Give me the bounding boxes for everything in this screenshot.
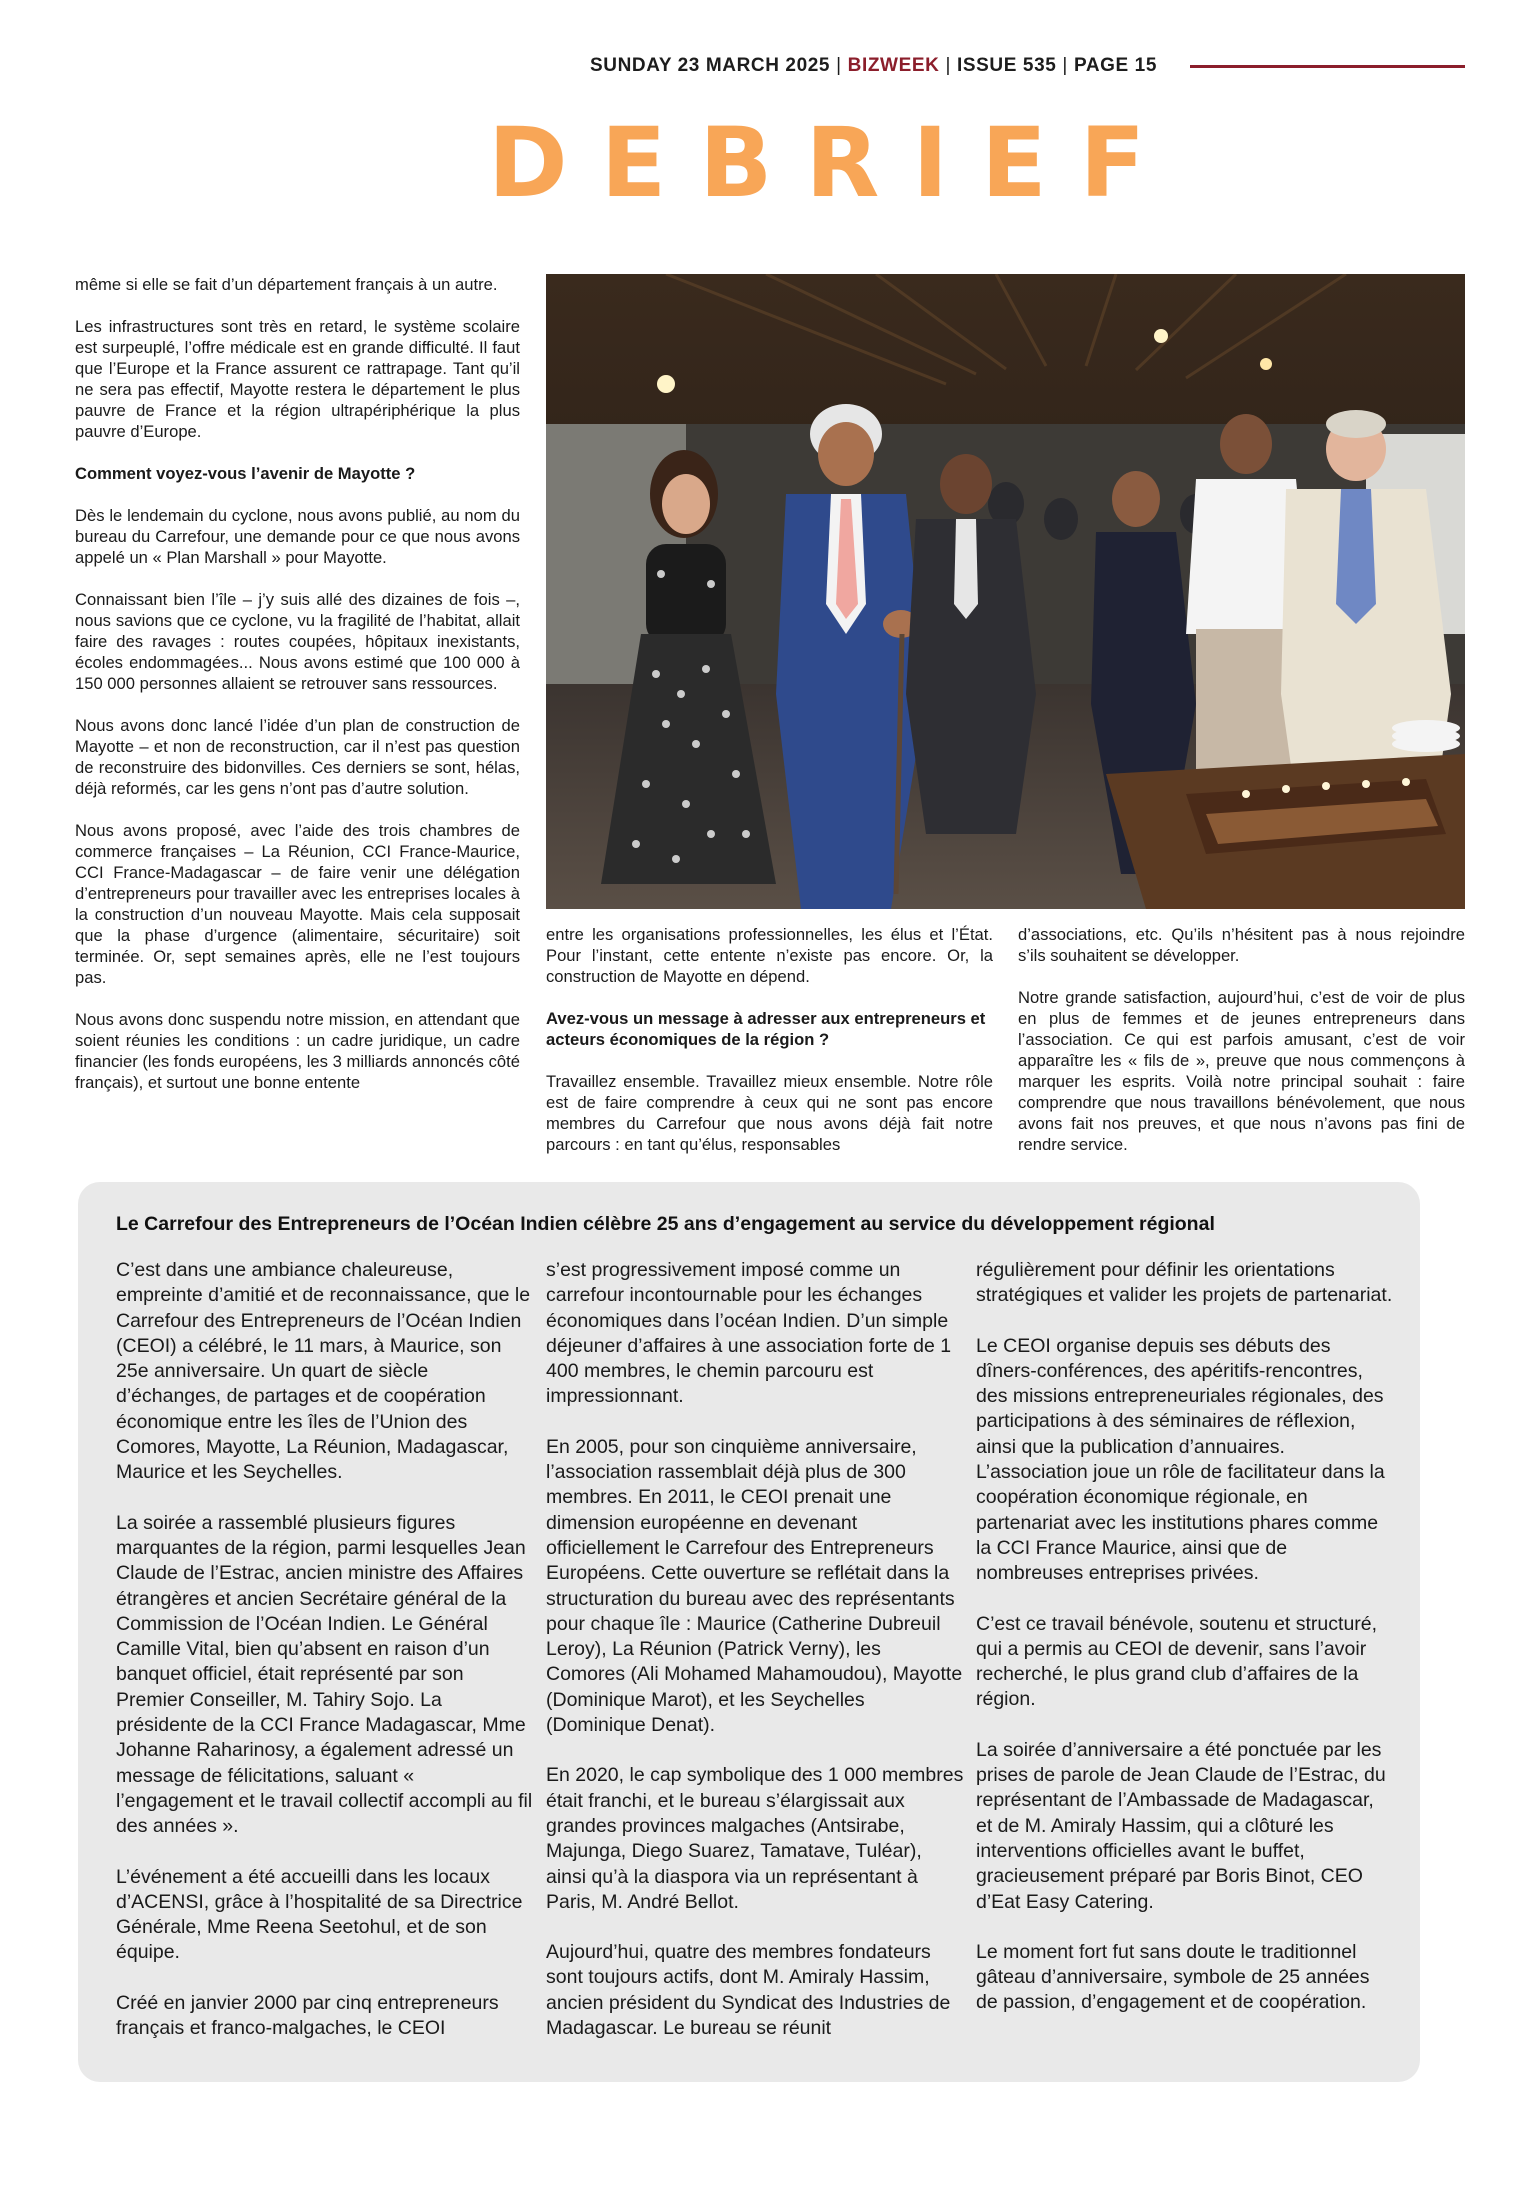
issue-date: SUNDAY 23 MARCH 2025 [590, 55, 831, 76]
sidebar-column-1 [116, 1258, 534, 2066]
section-title: DEBRIEF [488, 107, 1179, 219]
paragraph: Dès le lendemain du cyclone, nous avons publié, au nom du bureau du Carrefour, une demande pour ce que nous avons appelé un « Plan Marshall » pour Mayotte. [75, 506, 520, 567]
paragraph: Aujourd’hui, quatre des membres fondateurs sont toujours actifs, dont M. Amiraly Hassim, ancien président du Syndicat des Industries de Madagascar. Le bureau se réunit [546, 1941, 951, 2040]
interview-question: Comment voyez-vous l’avenir de Mayotte ? [75, 464, 416, 483]
sidebar-title: Le Carrefour des Entrepreneurs de l’Océan Indien célèbre 25 ans d’engagement au service du développement régional [116, 1213, 1215, 1235]
paragraph: d’associations, etc. Qu’ils n’hésitent pas à nous rejoindre s’ils souhaitent se développer. [1018, 925, 1465, 965]
paragraph: Nous avons proposé, avec l’aide des trois chambres de commerce françaises – La Réunion, CCI France-Maurice, CCI France-Madagascar – de faire venir une délégation d’entrepreneurs pour travailler avec les entreprises locales à la construction d’un nouveau Mayotte. Mais cela supposait que la phase d’urgence (alimentaire, sécuritaire) soit terminée. Or, sept semaines après, elle ne l’est toujours pas. [75, 821, 520, 987]
paragraph: L’événement a été accueilli dans les locaux d’ACENSI, grâce à l’hospitalité de sa Directrice Générale, Mme Reena Seetohul, et de son équipe. [116, 1865, 523, 1964]
sidebar-column-2 [546, 1258, 964, 2066]
issue-number: ISSUE 535 [957, 55, 1057, 76]
paragraph: C’est dans une ambiance chaleureuse, empreinte d’amitié et de reconnaissance, que le Carrefour des Entrepreneurs de l’Océan Indien (CEOI) a célébré, le 11 mars, à Maurice, son 25e anniversaire. Un quart de siècle d’échanges, de partages et de coopération économique entre les îles de l’Union des Comores, Mayotte, La Réunion, Madagascar, Maurice et les Seychelles. [116, 1259, 531, 1484]
paragraph: Le CEOI organise depuis ses débuts des dîners-conférences, des apéritifs-rencontres, des missions entrepreneuriales régionales, des participations à des séminaires de réflexion, ainsi que la publication d’annuaires. L’association joue un rôle de facilitateur dans la coopération économique régionale, en partenariat avec les institutions phares comme la CCI France Maurice, ainsi que de nombreuses entreprises privées. [976, 1334, 1385, 1585]
paragraph: Le moment fort fut sans doute le traditionnel gâteau d’anniversaire, symbole de 25 années de passion, d’engagement et de coopération. [976, 1940, 1370, 2014]
paragraph: régulièrement pour définir les orientations stratégiques et valider les projets de partenariat. [976, 1259, 1393, 1307]
masthead [590, 55, 1157, 77]
paragraph: Créé en janvier 2000 par cinq entrepreneurs français et franco-malgaches, le CEOI [116, 1991, 499, 2040]
paragraph: Travaillez ensemble. Travaillez mieux ensemble. Notre rôle est de faire comprendre à ceux qui ne sont pas encore membres du Carrefour que nous avons déjà fait notre parcours : en tant qu’élus, responsables [546, 1072, 993, 1154]
article-column-1 [75, 274, 520, 1114]
interview-question: Avez-vous un message à adresser aux entrepreneurs et acteurs économiques de la région ? [546, 1009, 986, 1049]
paragraph: C’est ce travail bénévole, soutenu et structuré, qui a permis au CEOI de devenir, sans l’avoir recherché, le plus grand club d’affaires de la région. [976, 1612, 1378, 1711]
publication-name: BIZWEEK [847, 55, 940, 76]
paragraph: Nous avons donc suspendu notre mission, en attendant que soient réunies les conditions : un cadre juridique, un cadre financier (les fonds européens, les 3 milliards annoncés côté français), et surtout une bonne entente [75, 1010, 520, 1092]
masthead-separator: | [836, 55, 842, 76]
article-column-3 [1018, 924, 1465, 1176]
event-photo [546, 274, 1465, 909]
paragraph: même si elle se fait d’un département français à un autre. [75, 275, 498, 294]
article-column-2 [546, 924, 993, 1176]
paragraph: s’est progressivement imposé comme un carrefour incontournable pour les échanges économiques dans l’océan Indien. D’un simple déjeuner d’affaires à une association forte de 1 400 membres, le chemin parcouru est impressionnant. [546, 1259, 952, 1408]
paragraph: En 2005, pour son cinquième anniversaire, l’association rassemblait déjà plus de 300 membres. En 2011, le CEOI prenait une dimension européenne en devenant officiellement le Carrefour des Entrepreneurs Européens. Cette ouverture se reflétait dans la structuration du bureau avec des représentants pour chaque île : Maurice (Catherine Dubreuil Leroy), La Réunion (Patrick Verny), les Comores (Ali Mohamed Mahamoudou), Mayotte (Dominique Marot), et les Seychelles (Dominique Denat). [546, 1435, 963, 1737]
paragraph: Connaissant bien l’île – j’y suis allé des dizaines de fois –, nous savions que ce cyclone, vu la fragilité de l’habitat, allait faire des ravages : routes coupées, hôpitaux inexistants, écoles endommagées... Nous avons estimé que 100 000 à 150 000 personnes allaient se retrouver sans ressources. [75, 590, 520, 693]
page-number: PAGE 15 [1073, 55, 1158, 76]
paragraph: La soirée d’anniversaire a été ponctuée par les prises de parole de Jean Claude de l’Estrac, du représentant de l’Ambassade de Madagascar, et de M. Amiraly Hassim, qui a clôturé les interventions officielles avant le buffet, gracieusement préparé par Boris Binot, CEO d’Eat Easy Catering. [976, 1738, 1386, 1913]
masthead-separator: | [1062, 55, 1068, 76]
paragraph: En 2020, le cap symbolique des 1 000 membres était franchi, et le bureau s’élargissait aux grandes provinces malgaches (Antsirabe, Majunga, Diego Suarez, Tamatave, Tuléar), ainsi qu’à la diaspora via un représentant à Paris, M. André Bellot. [546, 1764, 964, 1913]
paragraph: Les infrastructures sont très en retard, le système scolaire est surpeuplé, l’offre médicale est en grande difficulté. Il faut que l’Europe et la France assurent ce rattrapage. Tant qu’il ne sera pas effectif, Mayotte restera le département le plus pauvre de France et la région ultrapériphérique la plus pauvre d’Europe. [75, 317, 520, 441]
paragraph: Notre grande satisfaction, aujourd’hui, c’est de voir de plus en plus de femmes et de jeunes entrepreneurs dans l’association. Ce qui est parfois amusant, c’est de voir apparaître les « fils de », preuve que nous commençons à marquer les esprits. Voilà notre principal souhait : faire comprendre que nous travaillons bénévolement, que nous avons fait nos preuves, et que nous n’avons pas fini de rendre service. [1018, 988, 1465, 1154]
paragraph: La soirée a rassemblé plusieurs figures marquantes de la région, parmi lesquelles Jean Claude de l’Estrac, ancien ministre des Affaires étrangères et ancien Secrétaire général de la Commission de l’Océan Indien. Le Général Camille Vital, bien qu’absent en raison d’un banquet officiel, était représenté par son Premier Conseiller, M. Tahiry Sojo. La présidente de la CCI France Madagascar, Mme Johanne Raharinosy, a également adressé un message de félicitations, saluant « l’engagement et le travail collectif accompli au fil des années ». [116, 1511, 533, 1838]
sidebar-box [78, 1182, 1420, 2082]
event-photo-illustration [546, 274, 1465, 909]
masthead-separator: | [945, 55, 951, 76]
sidebar-column-3 [976, 1258, 1394, 2041]
masthead-rule [1190, 65, 1465, 68]
paragraph: entre les organisations professionnelles, les élus et l’État. Pour l’instant, cette entente n’existe pas encore. Or, la construction de Mayotte en dépend. [546, 925, 993, 986]
paragraph: Nous avons donc lancé l’idée d’un plan de construction de Mayotte – et non de reconstruction, car il n’est pas question de reconstruire des bidonvilles. Ces derniers se sont, hélas, déjà reformés, car les gens n’ont pas d’autre solution. [75, 716, 520, 798]
